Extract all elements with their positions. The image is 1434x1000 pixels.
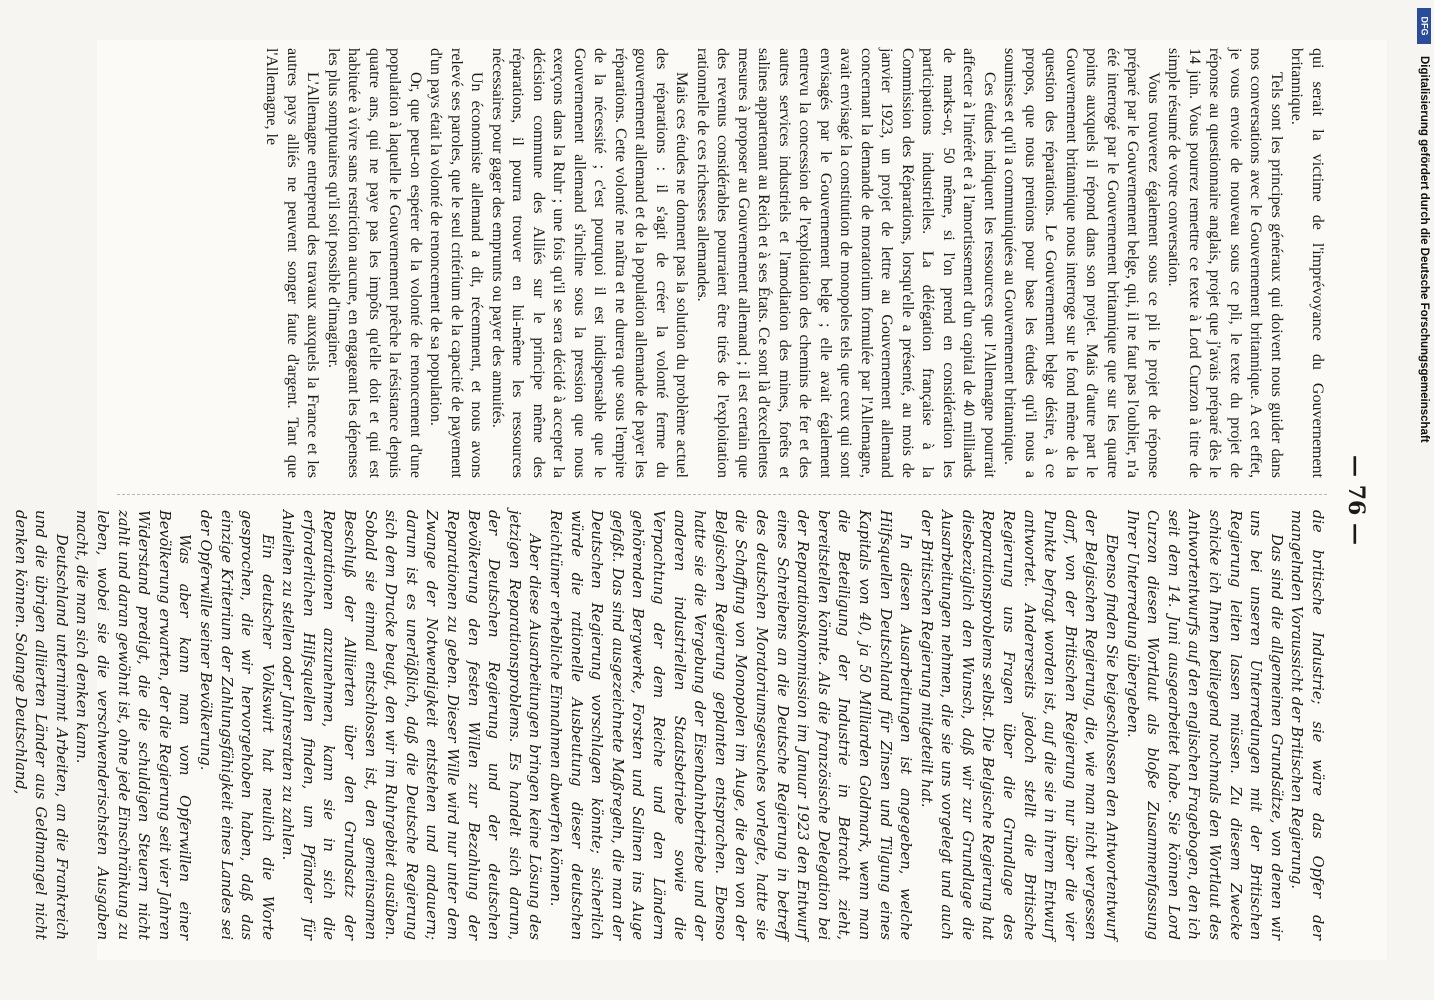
paragraph: In diesen Ausarbeitungen ist angegeben, welche Hilfsquellen Deutschland für Zinsen und Tilgung eines Kapitals von 40, ja 50 Milliarden Goldmark, wenn man die Beteiligung der Industrie in Betracht zieht, bereitstellen könnte. Als die französische Delegation bei der Reparationskommission im Januar 1923 den Entwurf eines Schreibens an die Deutsche Regierung in betreff des deutschen Moratoriumsgesuches vorlegte, hatte sie die Schaffung von Monopolen im Auge, die den von der Belgischen Regierung geplanten entsprachen. Ebenso hatte sie die Vergebung der Eisenbahnbetriebe und der anderen industriellen Staatsbetriebe sowie die Verpachtung der dem Reiche und den Ländern gehörenden Bergwerke, Forsten und Salinen ins Auge gefaßt. Das sind ausgezeichnete Maßregeln, die man der Deutschen Regierung vorschlagen könnte; sicherlich würde die rationelle Ausbeutung dieser deutschen Reichtümer erhebliche Einnahmen abwerfen können.	[547, 510, 915, 940]
page-number: — 76 —	[1343, 455, 1369, 545]
document-page	[11, 40, 1387, 960]
paragraph: Ces études indiquent les ressources que l'Allemagne pourrait affecter à l'intérêt et à l'amortissement d'un capital de 40 milliards de marks-or, 50 même, si l'on prend en considération les participations industrielles. La délégation française à la Commission des Réparations, lorsqu'elle a présenté, au mois de janvier 1923, un projet de lettre au Gouvernement allemand concernant la demande de moratorium formulée par l'Allemagne, avait envisagé la constitution de monopoles tels que ceux qui sont envisagés par le Gouvernement belge ; elle avait également entrevu la concession de l'exploitation des chemins de fer et des autres services industriels et l'amodiation des mines, forêts et salines appartenant au Reich et à ses États. Ce sont là d'excellentes mesures à proposer au Gouvernement allemand ; il est certain que des revenus considérables pourraient être tirés de l'exploitation rationnelle de ces richesses allemandes.	[694, 48, 998, 478]
german-column	[9, 510, 1327, 940]
paragraph: Das sind die allgemeinen Grundsätze, von denen wir uns bei unseren Unterredungen mit der Britischen Regierung leiten lassen müssen. Zu diesem Zwecke schicke ich Ihnen beiliegend nochmals den Wortlaut des Antwortentwurfs auf den englischen Fragebogen, den ich seit dem 14. Juni ausgearbeitet habe. Sie können Lord Curzon diesen Wortlaut als bloße Zusammenfassung Ihrer Unterredung übergeben.	[1123, 510, 1285, 940]
paragraph: die britische Industrie; sie wäre das Opfer der mangelnden Voraussicht der Britischen Regierung.	[1288, 510, 1326, 940]
french-column	[261, 48, 1327, 478]
dfg-credit-label	[1416, 4, 1432, 996]
paragraph: qui serait la victime de l'imprévoyance du Gouvernement britannique.	[1288, 48, 1326, 478]
paragraph: Vous trouverez également sous ce pli le projet de réponse préparé par le Gouvernement belge, qui, il ne faut pas l'oublier, n'a été interrogé par le Gouvernement britannique que sur les quatre points auxquels il répond dans son projet. Mais d'autre part le Gouvernement britannique nous interroge sur le fond même de la question des réparations. Le Gouvernement belge désire, à ce propos, que nous prenions pour base les études qu'il nous a soumises et qu'il a communiquées au Gouvernement britannique.	[1001, 48, 1162, 478]
paragraph: Deutschland unternimmt Arbeiten, an die Frankreich und die übrigen alliierten Länder aus Geldmangel nicht denken können. Solange Deutschland,	[11, 510, 70, 940]
paragraph: Was aber kann man vom Opferwillen einer Bevölkerung erwarten, der die Regierung seit vier Jahren Widerstand predigt, die die schuldigen Steuern nicht zahlt und daran gewöhnt ist, ohne jede Einschränkung zu leben, wobei sie die verschwenderischsten Ausgaben macht, die man sich denken kann.	[73, 510, 194, 940]
paragraph: Or, que peut-on espérer de la volonté de renoncement d'une population à laquelle le Gouvernement prêche la résistance depuis quatre ans, qui ne paye pas les impôts qu'elle doit et qui est habituée à vivre sans restriction aucune, en engageant les dépenses les plus somptuaires qu'il soit possible d'imaginer.	[325, 48, 424, 478]
paragraph: Mais ces études ne donnent pas la solution du problème actuel des réparations : il s'agit de créer la volonté ferme du gouvernement allemand et de la population allemande de payer les réparations. Cette volonté ne naîtra et ne durera que sous l'empire de la nécessité ; c'est pourquoi il est indispensable que le Gouvernement allemand s'incline sous la pression que nous exerçons dans la Ruhr ; une fois qu'il se sera décidé à accepter la décision commune des Alliés sur le principe même des réparations, il pourra trouver en lui-même les ressources nécessaires pour gager des emprunts ou payer des annuités.	[489, 48, 691, 478]
paragraph: Aber diese Ausarbeitungen bringen keine Lösung des jetzigen Reparationsproblems. Es handelt sich darum, der Deutschen Regierung und der deutschen Bevölkerung den festen Willen zur Bezahlung der Reparationen zu geben. Dieser Wille wird nur unter dem Zwange der Notwendigkeit entstehen und andauern; darum ist es unerläßlich, daß die Deutsche Regierung sich dem Drucke beugt, den wir im Ruhrgebiet ausüben. Sobald sie einmal entschlossen ist, den gemeinsamen Beschluß der Alliierten über den Grundsatz der Reparationen anzunehmen, kann sie in sich die erforderlichen Hilfsquellen finden, um Pfänder für Anleihen zu stellen oder Jahresraten zu zahlen.	[279, 510, 544, 940]
dfg-logo: DFG	[1417, 8, 1431, 44]
paragraph: Ein deutscher Volkswirt hat neulich die Worte gesprochen, die wir hervorgehoben haben, daß das einzige Kriterium der Zahlungsfähigkeit eines Landes sei der Opferwille seiner Bevölkerung.	[196, 510, 276, 940]
paragraph: L'Allemagne entreprend des travaux auxquels la France et les autres pays alliés ne peuvent songer faute d'argent. Tant que l'Allemagne, le	[263, 48, 322, 478]
paragraph: Tels sont les principes généraux qui doivent nous guider dans nos conversations avec le Gouvernement britannique. A cet effet, je vous envoie de nouveau sous ce pli, le texte du projet de réponse au questionnaire anglais, projet que j'avais préparé dès le 14 juin. Vous pourrez remettre ce texte à Lord Curzon à titre de simple résumé de votre conversation.	[1165, 48, 1285, 478]
column-divider	[117, 494, 1327, 496]
paragraph: Ebenso finden Sie beigeschlossen den Antwortentwurf der Belgischen Regierung, die, wie man nicht vergessen darf, von der Britischen Regierung nur über die vier Punkte befragt worden ist, auf die sie in ihrem Entwurf antwortet. Andererseits jedoch stellt die Britische Regierung uns Fragen über die Grundlage des Reparationsproblems selbst. Die Belgische Regierung hat diesbezüglich den Wunsch, daß wir zur Grundlage die Ausarbeitungen nehmen, die sie uns vorgelegt und auch der Britischen Regierung mitgeteilt hat.	[917, 510, 1121, 940]
dfg-credit-text: Digitalisierung gefördert durch die Deutsche Forschungsgemeinschaft	[1418, 56, 1430, 443]
paragraph: Un économiste allemand a dit, récemment, et nous avons relevé ses paroles, que le seul critérium de la capacité de payement d'un pays était la volonté de renoncement de sa population.	[427, 48, 486, 478]
